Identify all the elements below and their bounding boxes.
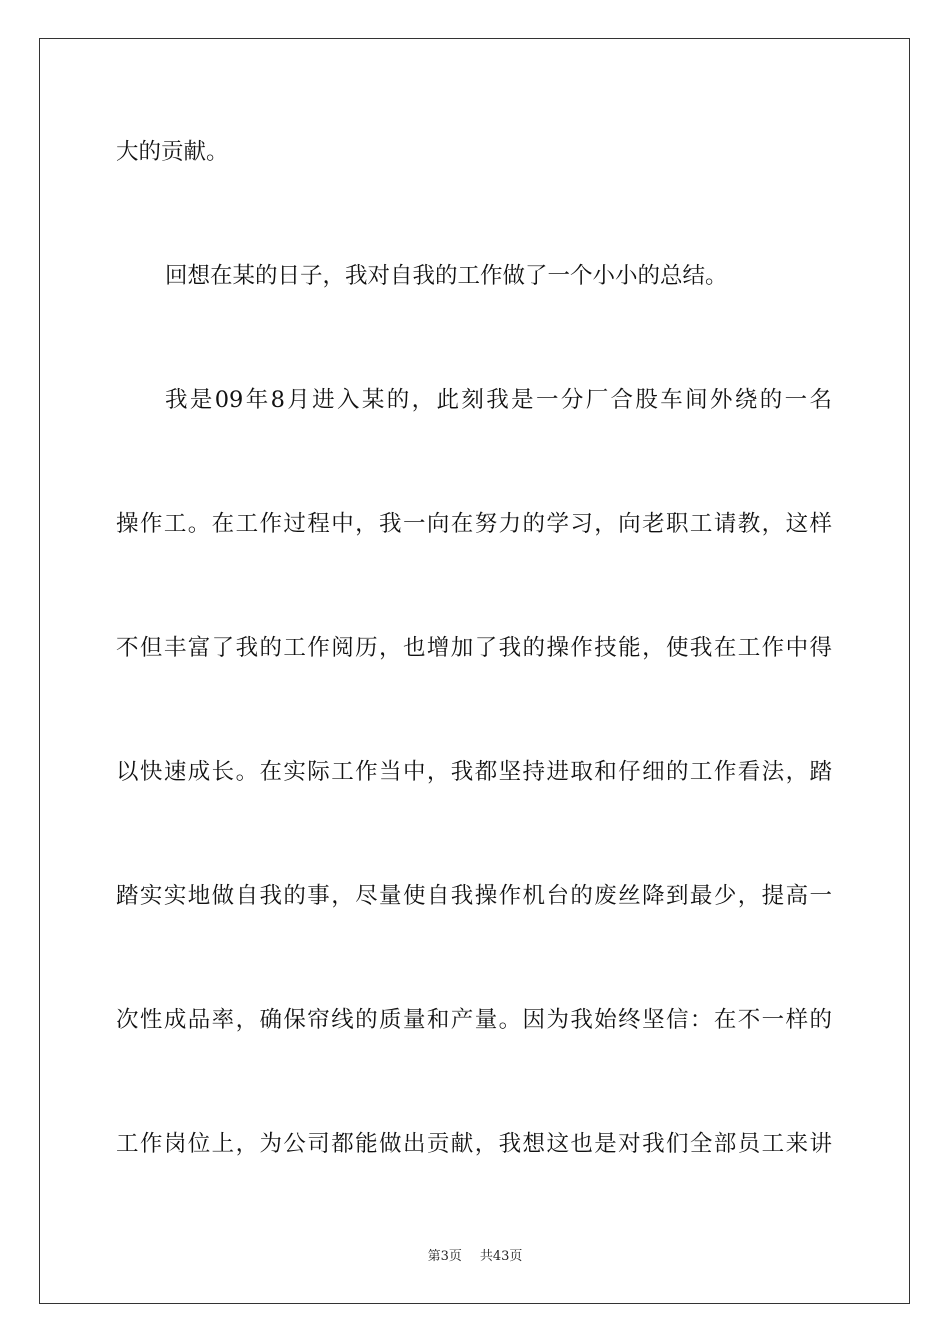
page-total: 共43页 <box>479 1249 523 1264</box>
text-line-2: 回想在某的日子，我对自我的工作做了一个小小的总结。 <box>165 263 728 289</box>
text-line-3: 我是09年8月进入某的，此刻我是一分厂合股车间外绕的一名 <box>165 387 832 413</box>
page-border <box>39 38 910 1304</box>
text-line-8: 次性成品率，确保帘线的质量和产量。因为我始终坚信：在不一样的 <box>116 1007 832 1033</box>
page-footer <box>0 1248 950 1266</box>
text-line-7: 踏实实地做自我的事，尽量使自我操作机台的废丝降到最少，提高一 <box>116 883 832 909</box>
text-line-1: 大的贡献。 <box>116 139 229 165</box>
text-line-6: 以快速成长。在实际工作当中，我都坚持进取和仔细的工作看法，踏 <box>116 759 832 785</box>
text-line-5: 不但丰富了我的工作阅历，也增加了我的操作技能，使我在工作中得 <box>116 635 832 661</box>
text-line-4: 操作工。在工作过程中，我一向在努力的学习，向老职工请教，这样 <box>116 511 832 537</box>
text-line-9: 工作岗位上，为公司都能做出贡献，我想这也是对我们全部员工来讲 <box>116 1131 832 1157</box>
page-number: 第3页 <box>427 1249 462 1264</box>
